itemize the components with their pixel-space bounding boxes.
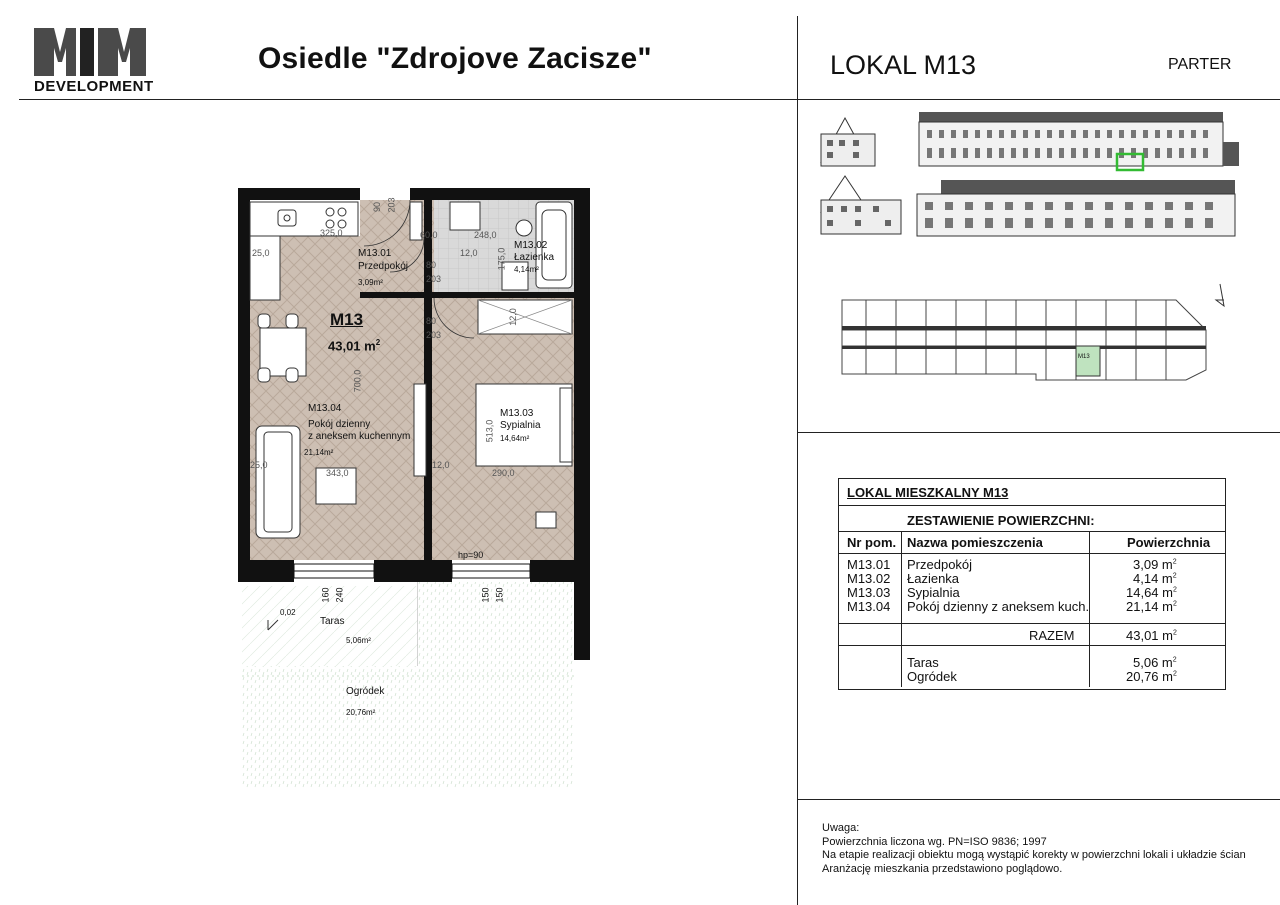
header-bottom-rule: [18, 99, 1280, 100]
notes-line: Na etapie realizacji obiektu mogą wystąpić korekty w powierzchni lokali i układzie ścian: [822, 849, 1246, 861]
table-row-area: 14,64 $m^2$: [1126, 585, 1177, 600]
room-name-m13-04-line1: Pokój dzienny: [308, 419, 371, 430]
dim-label: 248,0: [474, 230, 497, 240]
notes-line: Powierzchnia liczona wg. PN=ISO 9836; 1997: [822, 835, 1047, 848]
dim-label: 175,0: [496, 247, 507, 271]
table-col-divider: [901, 531, 902, 687]
site-plan: [836, 270, 1236, 390]
room-area-m13-03: 14,64m²: [500, 434, 530, 443]
table-rule: [839, 505, 1225, 506]
room-code-m13-01: M13.01: [358, 248, 392, 259]
room-code-m13-03: M13.03: [500, 408, 534, 419]
right-section-rule-2: [797, 799, 1280, 800]
elevations-drawing: [815, 104, 1245, 244]
table-rule: [839, 531, 1225, 532]
notes-line: Aranżację mieszkania przedstawiono poglądowo.: [822, 862, 1063, 875]
dim-label: 90: [372, 201, 383, 213]
room-code-m13-02: M13.02: [514, 240, 548, 251]
table-row-area: 4,14 $m^2$: [1133, 571, 1177, 586]
unit-area: 43,01 $m^2$: [328, 338, 381, 354]
dim-label: 12,0: [432, 460, 450, 470]
table-row-name: Pokój dzienny z aneksem kuch.: [907, 599, 1090, 614]
logo-text: DEVELOPMENT: [34, 78, 154, 95]
dim-label: 160: [320, 587, 331, 603]
room-area-m13-02: 4,14m²: [514, 265, 539, 274]
table-title: LOKAL MIESZKALNY M13: [847, 485, 1009, 500]
dim-label: 12,0: [507, 308, 518, 326]
room-area-m13-04: 21,14m²: [304, 448, 334, 457]
garden-name: Ogródek: [346, 686, 385, 697]
room-area-m13-01: 3,09m²: [358, 278, 383, 287]
dim-label: 150: [480, 587, 491, 603]
table-header-area: Powierzchnia: [1127, 535, 1211, 550]
dim-label: 150: [494, 587, 505, 603]
table-total-area: 43,01 $m^2$: [1126, 628, 1177, 643]
table-extra-name: Taras: [907, 655, 939, 670]
floor-plan-drawing: [238, 188, 590, 788]
dim-label: 25,0: [252, 248, 270, 258]
table-rule: [839, 645, 1225, 646]
table-extra-area: 5,06 $m^2$: [1133, 655, 1177, 670]
notes-title: Uwaga:: [822, 822, 860, 834]
dim-label: 80: [426, 316, 437, 326]
room-code-m13-04: M13.04: [308, 403, 342, 414]
siteplan-unit-label: M13: [1078, 354, 1090, 360]
dim-label: 325,0: [320, 228, 343, 238]
unit-title: LOKAL M13: [830, 50, 977, 80]
terrace-name: Taras: [320, 616, 345, 627]
terrace-area: 5,06m²: [346, 636, 371, 645]
dim-label: 240: [334, 587, 345, 603]
room-name-m13-01: Przedpokój: [358, 261, 409, 272]
table-row-name: Przedpokój: [907, 557, 973, 572]
table-row-nr: M13.04: [847, 599, 891, 614]
table-extra-area: 20,76 $m^2$: [1126, 669, 1177, 684]
table-row-nr: M13.03: [847, 585, 891, 600]
project-title: Osiedle "Zdrojove Zacisze": [258, 42, 652, 75]
dim-label: 203: [426, 274, 442, 284]
table-row-area: 3,09 $m^2$: [1133, 557, 1177, 572]
notes: [822, 822, 1246, 876]
company-logo: [34, 24, 154, 95]
table-header-nr: Nr pom.: [847, 535, 897, 550]
dim-label: 12,0: [460, 248, 478, 258]
logo-divider: [18, 16, 19, 100]
table-rule: [839, 553, 1225, 554]
dim-label: 700,0: [352, 369, 363, 393]
area-table: [838, 478, 1226, 690]
room-name-m13-03: Sypialnia: [500, 420, 541, 431]
table-subtitle: ZESTAWIENIE POWIERZCHNI:: [907, 513, 1095, 528]
table-row-nr: M13.01: [847, 557, 891, 572]
dim-label: 290,0: [492, 468, 515, 478]
floor-plan: [238, 188, 590, 788]
dim-label: 203: [386, 197, 397, 213]
site-plan-drawing: [836, 270, 1236, 390]
floor-label: PARTER: [1168, 56, 1232, 73]
dim-label: hp=90: [458, 550, 484, 560]
table-row-nr: M13.02: [847, 571, 891, 586]
table-extra-name: Ogródek: [907, 669, 957, 684]
table-row-area: 21,14 $m^2$: [1126, 599, 1177, 614]
dim-label: 513,0: [484, 419, 495, 443]
table-header-name: Nazwa pomieszczenia: [907, 535, 1043, 550]
table-row-name: Łazienka: [907, 571, 960, 586]
dim-label: 25,0: [250, 460, 268, 470]
table-rule: [839, 623, 1225, 624]
dim-label: 343,0: [326, 468, 349, 478]
table-row-name: Sypialnia: [907, 585, 960, 600]
building-elevations: [815, 104, 1245, 244]
unit-code: M13: [330, 310, 364, 329]
table-col-divider: [1089, 531, 1090, 687]
logo-mark-icon: [34, 26, 146, 78]
room-name-m13-02: Łazienka: [514, 252, 555, 263]
dim-label: 80: [426, 260, 437, 270]
right-section-rule-1: [797, 432, 1280, 433]
dim-label: 60,0: [420, 230, 438, 240]
room-name-m13-04-line2: z aneksem kuchennym: [308, 431, 411, 442]
table-total-label: RAZEM: [1029, 628, 1075, 643]
header-divider: [797, 16, 798, 905]
garden-area: 20,76m²: [346, 708, 376, 717]
terrace-level: 0,02: [280, 608, 296, 617]
dim-label: 203: [426, 330, 442, 340]
